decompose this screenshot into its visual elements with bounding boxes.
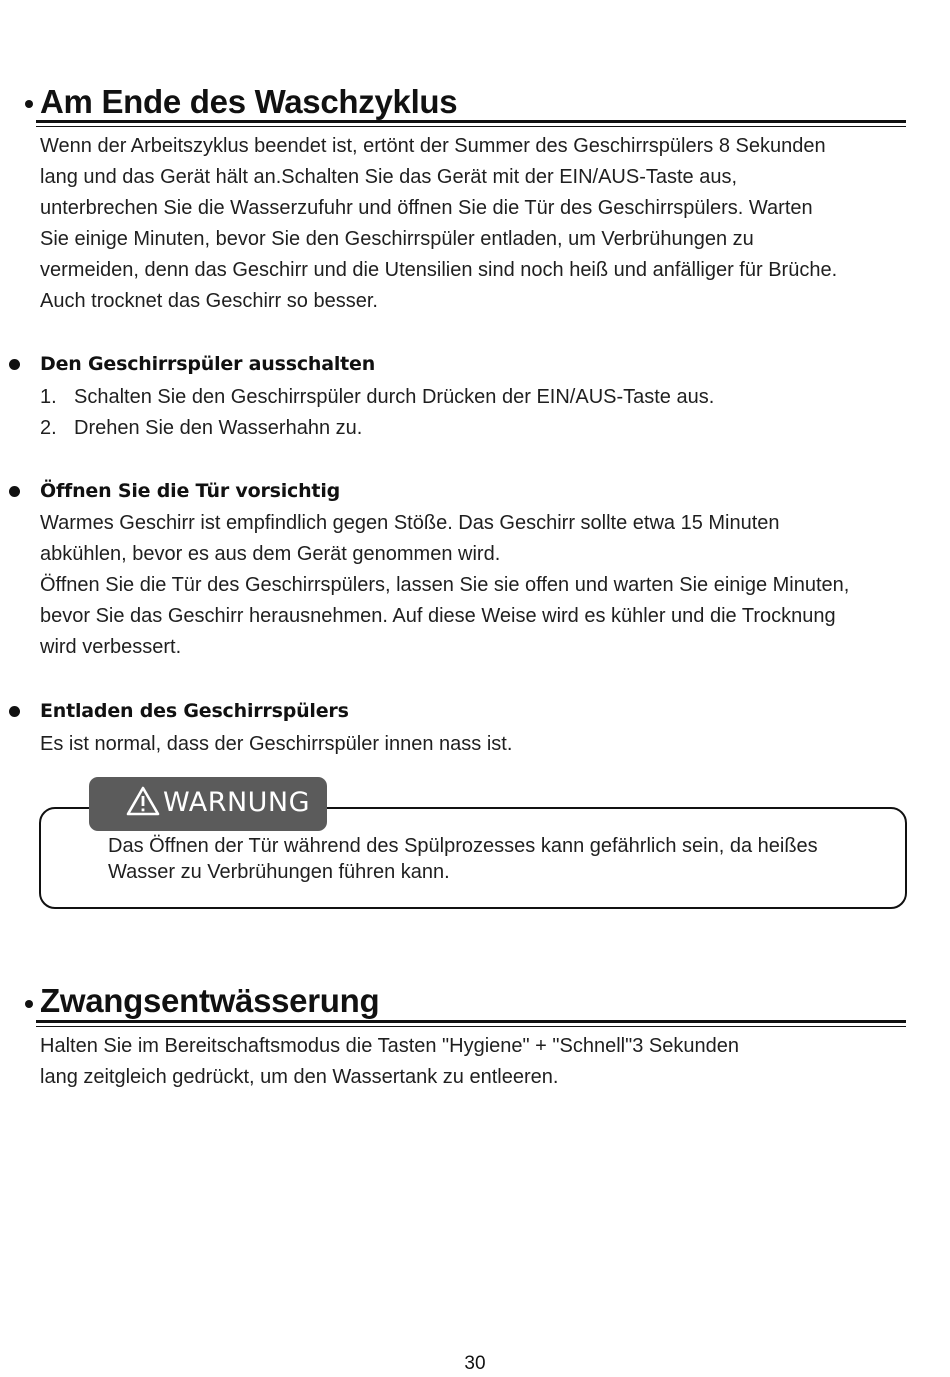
warning-label: WARNUNG xyxy=(163,787,311,818)
section-title-end-of-cycle: Am Ende des Waschzyklus xyxy=(40,83,458,120)
subsection-heading-open-door: Öffnen Sie die Tür vorsichtig xyxy=(40,480,341,502)
unloading-body: Es ist normal, dass der Geschirrspüler innen nass ist. xyxy=(40,733,513,755)
warning-text: Das Öffnen der Tür während des Spülprozesses kann gefährlich sein, da heißes Wasser zu Verbrühungen führen kann. xyxy=(108,835,818,883)
section-title-bullet xyxy=(25,100,33,108)
open-door-body: Warmes Geschirr ist empfindlich gegen Stöße. Das Geschirr sollte etwa 15 Minuten abkühlen, bevor es aus dem Gerät genommen wird. Öffnen Sie die Tür des Geschirrspülers, lassen Sie sie offen und warten Sie einige Minuten, bevor Sie das Geschirr herausnehmen. Auf diese Weise wird es kühler und die Trocknung wird verbessert. xyxy=(40,512,850,658)
section-title-rule-thin xyxy=(36,1026,906,1027)
section-title-rule xyxy=(36,120,906,123)
subsection-bullet xyxy=(9,486,20,497)
step-number: 2. xyxy=(40,417,57,439)
step-text: Schalten Sie den Geschirrspüler durch Drücken der EIN/AUS-Taste aus. xyxy=(74,386,715,408)
section-title-bullet xyxy=(25,1000,33,1008)
subsection-bullet xyxy=(9,359,20,370)
subsection-bullet xyxy=(9,706,20,717)
forced-drain-intro: Halten Sie im Bereitschaftsmodus die Tasten "Hygiene" + "Schnell"3 Sekunden lang zeitgleich gedrückt, um den Wassertank zu entleeren. xyxy=(40,1035,739,1088)
subsection-heading-switch-off: Den Geschirrspüler ausschalten xyxy=(40,353,376,375)
section-title-forced-drain: Zwangsentwässerung xyxy=(40,982,380,1019)
step-text: Drehen Sie den Wasserhahn zu. xyxy=(74,417,363,439)
page-number: 30 xyxy=(464,1353,486,1374)
step-number: 1. xyxy=(40,386,57,408)
warning-triangle-icon xyxy=(126,786,160,816)
end-of-cycle-intro: Wenn der Arbeitszyklus beendet ist, ertönt der Summer des Geschirrspülers 8 Sekunden lang und das Gerät hält an.Schalten Sie das Gerät mit der EIN/AUS-Taste aus, unterbrechen Sie die Wasserzufuhr und öffnen Sie die Tür des Geschirrspülers. Warten Sie einige Minuten, bevor Sie den Geschirrspüler entladen, um Verbrühungen zu vermeiden, denn das Geschirr und die Utensilien sind noch heiß und anfälliger für Brüche. Auch trocknet das Geschirr so besser. xyxy=(40,135,838,312)
subsection-heading-unloading: Entladen des Geschirrspülers xyxy=(40,700,349,722)
section-title-rule xyxy=(36,1020,906,1023)
section-title-rule-thin xyxy=(36,126,906,127)
